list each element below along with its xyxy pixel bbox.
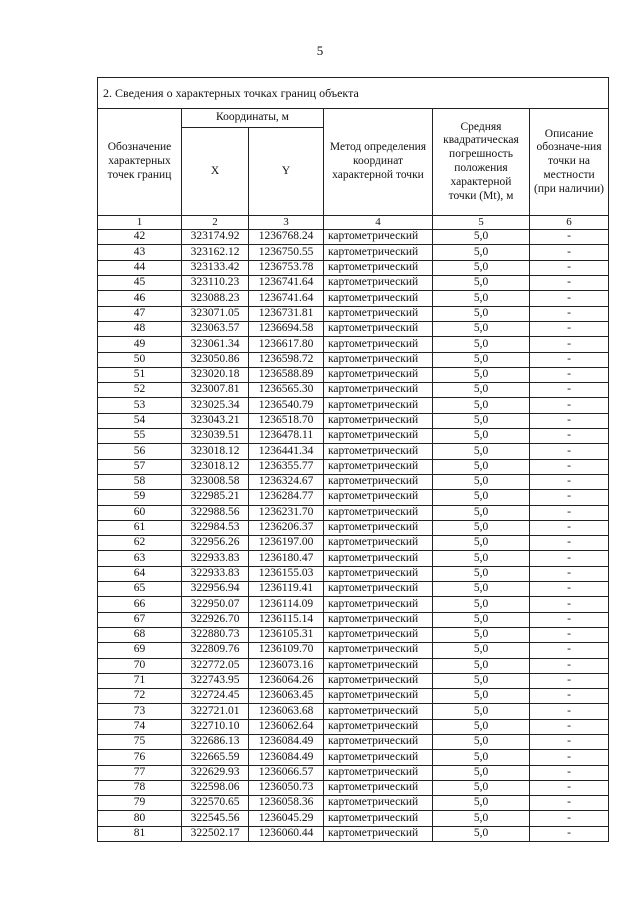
x-coordinate-cell: 322956.26 — [182, 536, 249, 551]
x-coordinate-cell: 322956.94 — [182, 582, 249, 597]
method-cell: картометрический — [324, 612, 433, 627]
point-number-cell: 62 — [98, 536, 182, 551]
error-cell: 5,0 — [433, 582, 530, 597]
point-number-cell: 58 — [98, 474, 182, 489]
description-cell: - — [530, 459, 609, 474]
y-coordinate-cell: 1236119.41 — [249, 582, 324, 597]
point-number-cell: 68 — [98, 627, 182, 642]
point-number-cell: 45 — [98, 276, 182, 291]
method-cell: картометрический — [324, 796, 433, 811]
y-coordinate-cell: 1236084.49 — [249, 750, 324, 765]
method-cell: картометрический — [324, 597, 433, 612]
table-row — [98, 780, 609, 795]
description-cell: - — [530, 352, 609, 367]
column-number: 2 — [182, 216, 249, 230]
table-row — [98, 704, 609, 719]
error-cell: 5,0 — [433, 367, 530, 382]
error-cell: 5,0 — [433, 826, 530, 841]
table-row — [98, 520, 609, 535]
error-cell: 5,0 — [433, 719, 530, 734]
error-cell: 5,0 — [433, 566, 530, 581]
y-coordinate-cell: 1236063.68 — [249, 704, 324, 719]
description-cell: - — [530, 230, 609, 245]
error-cell: 5,0 — [433, 627, 530, 642]
table-row — [98, 459, 609, 474]
y-coordinate-cell: 1236066.57 — [249, 765, 324, 780]
x-coordinate-cell: 322598.06 — [182, 780, 249, 795]
table-row — [98, 306, 609, 321]
method-cell: картометрический — [324, 276, 433, 291]
y-coordinate-cell: 1236064.26 — [249, 673, 324, 688]
method-cell: картометрический — [324, 780, 433, 795]
x-coordinate-cell: 322724.45 — [182, 689, 249, 704]
table-row — [98, 260, 609, 275]
point-number-cell: 70 — [98, 658, 182, 673]
point-number-cell: 75 — [98, 734, 182, 749]
header-error: Средняя квадратическая погрешность положения характерной точки (Mt), м — [433, 109, 530, 216]
table-row — [98, 367, 609, 382]
y-coordinate-cell: 1236206.37 — [249, 520, 324, 535]
x-coordinate-cell: 322665.59 — [182, 750, 249, 765]
description-cell: - — [530, 734, 609, 749]
point-number-cell: 65 — [98, 582, 182, 597]
point-number-cell: 79 — [98, 796, 182, 811]
method-cell: картометрический — [324, 245, 433, 260]
description-cell: - — [530, 490, 609, 505]
method-cell: картометрический — [324, 413, 433, 428]
method-cell: картометрический — [324, 627, 433, 642]
error-cell: 5,0 — [433, 536, 530, 551]
point-number-cell: 43 — [98, 245, 182, 260]
point-number-cell: 46 — [98, 291, 182, 306]
point-number-cell: 71 — [98, 673, 182, 688]
error-cell: 5,0 — [433, 597, 530, 612]
description-cell: - — [530, 474, 609, 489]
table-row — [98, 291, 609, 306]
x-coordinate-cell: 322721.01 — [182, 704, 249, 719]
y-coordinate-cell: 1236731.81 — [249, 306, 324, 321]
section-title: 2. Сведения о характерных точках границ объекта — [98, 78, 609, 109]
description-cell: - — [530, 260, 609, 275]
y-coordinate-cell: 1236058.36 — [249, 796, 324, 811]
boundary-points-table — [97, 77, 609, 842]
method-cell: картометрический — [324, 230, 433, 245]
method-cell: картометрический — [324, 367, 433, 382]
column-number-row — [98, 216, 609, 230]
point-number-cell: 78 — [98, 780, 182, 795]
table-row — [98, 429, 609, 444]
point-number-cell: 56 — [98, 444, 182, 459]
x-coordinate-cell: 322743.95 — [182, 673, 249, 688]
error-cell: 5,0 — [433, 398, 530, 413]
error-cell: 5,0 — [433, 750, 530, 765]
method-cell: картометрический — [324, 826, 433, 841]
table-row — [98, 413, 609, 428]
x-coordinate-cell: 323018.12 — [182, 444, 249, 459]
table-row — [98, 597, 609, 612]
x-coordinate-cell: 322880.73 — [182, 627, 249, 642]
header-description: Описание обозначе-ния точки на местности (при наличии) — [530, 109, 609, 216]
table-row — [98, 734, 609, 749]
method-cell: картометрический — [324, 459, 433, 474]
error-cell: 5,0 — [433, 780, 530, 795]
table-row — [98, 673, 609, 688]
description-cell: - — [530, 321, 609, 336]
point-number-cell: 77 — [98, 765, 182, 780]
error-cell: 5,0 — [433, 337, 530, 352]
description-cell: - — [530, 551, 609, 566]
error-cell: 5,0 — [433, 245, 530, 260]
description-cell: - — [530, 306, 609, 321]
table-row — [98, 750, 609, 765]
method-cell: картометрический — [324, 444, 433, 459]
point-number-cell: 60 — [98, 505, 182, 520]
description-cell: - — [530, 291, 609, 306]
y-coordinate-cell: 1236540.79 — [249, 398, 324, 413]
method-cell: картометрический — [324, 765, 433, 780]
point-number-cell: 80 — [98, 811, 182, 826]
description-cell: - — [530, 245, 609, 260]
table-row — [98, 811, 609, 826]
point-number-cell: 81 — [98, 826, 182, 841]
y-coordinate-cell: 1236063.45 — [249, 689, 324, 704]
table-row — [98, 627, 609, 642]
description-cell: - — [530, 520, 609, 535]
method-cell: картометрический — [324, 352, 433, 367]
x-coordinate-cell: 322950.07 — [182, 597, 249, 612]
method-cell: картометрический — [324, 398, 433, 413]
method-cell: картометрический — [324, 429, 433, 444]
y-coordinate-cell: 1236565.30 — [249, 383, 324, 398]
point-number-cell: 64 — [98, 566, 182, 581]
description-cell: - — [530, 505, 609, 520]
error-cell: 5,0 — [433, 352, 530, 367]
y-coordinate-cell: 1236231.70 — [249, 505, 324, 520]
error-cell: 5,0 — [433, 612, 530, 627]
description-cell: - — [530, 689, 609, 704]
x-coordinate-cell: 323063.57 — [182, 321, 249, 336]
error-cell: 5,0 — [433, 811, 530, 826]
point-number-cell: 57 — [98, 459, 182, 474]
x-coordinate-cell: 323025.34 — [182, 398, 249, 413]
method-cell: картометрический — [324, 566, 433, 581]
y-coordinate-cell: 1236073.16 — [249, 658, 324, 673]
point-number-cell: 67 — [98, 612, 182, 627]
method-cell: картометрический — [324, 306, 433, 321]
error-cell: 5,0 — [433, 765, 530, 780]
error-cell: 5,0 — [433, 291, 530, 306]
table-row — [98, 765, 609, 780]
table-row — [98, 582, 609, 597]
y-coordinate-cell: 1236750.55 — [249, 245, 324, 260]
x-coordinate-cell: 322570.65 — [182, 796, 249, 811]
table-row — [98, 383, 609, 398]
error-cell: 5,0 — [433, 658, 530, 673]
y-coordinate-cell: 1236180.47 — [249, 551, 324, 566]
error-cell: 5,0 — [433, 383, 530, 398]
error-cell: 5,0 — [433, 673, 530, 688]
y-coordinate-cell: 1236084.49 — [249, 734, 324, 749]
y-coordinate-cell: 1236060.44 — [249, 826, 324, 841]
point-number-cell: 52 — [98, 383, 182, 398]
method-cell: картометрический — [324, 750, 433, 765]
method-cell: картометрический — [324, 291, 433, 306]
x-coordinate-cell: 323050.86 — [182, 352, 249, 367]
x-coordinate-cell: 322710.10 — [182, 719, 249, 734]
table-row — [98, 551, 609, 566]
x-coordinate-cell: 322988.56 — [182, 505, 249, 520]
y-coordinate-cell: 1236045.29 — [249, 811, 324, 826]
method-cell: картометрический — [324, 520, 433, 535]
table-row — [98, 658, 609, 673]
table-row — [98, 566, 609, 581]
y-coordinate-cell: 1236062.64 — [249, 719, 324, 734]
x-coordinate-cell: 322984.53 — [182, 520, 249, 535]
method-cell: картометрический — [324, 719, 433, 734]
y-coordinate-cell: 1236284.77 — [249, 490, 324, 505]
method-cell: картометрический — [324, 490, 433, 505]
point-number-cell: 53 — [98, 398, 182, 413]
y-coordinate-cell: 1236518.70 — [249, 413, 324, 428]
y-coordinate-cell: 1236155.03 — [249, 566, 324, 581]
table-row — [98, 612, 609, 627]
method-cell: картометрический — [324, 734, 433, 749]
error-cell: 5,0 — [433, 276, 530, 291]
x-coordinate-cell: 322772.05 — [182, 658, 249, 673]
y-coordinate-cell: 1236741.64 — [249, 291, 324, 306]
table-row — [98, 505, 609, 520]
description-cell: - — [530, 780, 609, 795]
point-number-cell: 59 — [98, 490, 182, 505]
method-cell: картометрический — [324, 689, 433, 704]
error-cell: 5,0 — [433, 704, 530, 719]
x-coordinate-cell: 323162.12 — [182, 245, 249, 260]
error-cell: 5,0 — [433, 505, 530, 520]
description-cell: - — [530, 719, 609, 734]
table-row — [98, 352, 609, 367]
table-row — [98, 444, 609, 459]
x-coordinate-cell: 323008.58 — [182, 474, 249, 489]
x-coordinate-cell: 323007.81 — [182, 383, 249, 398]
description-cell: - — [530, 582, 609, 597]
error-cell: 5,0 — [433, 260, 530, 275]
point-number-cell: 66 — [98, 597, 182, 612]
description-cell: - — [530, 796, 609, 811]
method-cell: картометрический — [324, 551, 433, 566]
y-coordinate-cell: 1236109.70 — [249, 643, 324, 658]
error-cell: 5,0 — [433, 459, 530, 474]
description-cell: - — [530, 612, 609, 627]
column-number: 6 — [530, 216, 609, 230]
y-coordinate-cell: 1236355.77 — [249, 459, 324, 474]
method-cell: картометрический — [324, 643, 433, 658]
x-coordinate-cell: 323088.23 — [182, 291, 249, 306]
point-number-cell: 72 — [98, 689, 182, 704]
x-coordinate-cell: 323174.92 — [182, 230, 249, 245]
description-cell: - — [530, 398, 609, 413]
table-row — [98, 490, 609, 505]
header-x: X — [182, 128, 249, 216]
column-number: 5 — [433, 216, 530, 230]
header-point-designation: Обозначение характерных точек границ — [98, 109, 182, 216]
point-number-cell: 61 — [98, 520, 182, 535]
x-coordinate-cell: 322502.17 — [182, 826, 249, 841]
point-number-cell: 48 — [98, 321, 182, 336]
point-number-cell: 76 — [98, 750, 182, 765]
error-cell: 5,0 — [433, 321, 530, 336]
x-coordinate-cell: 322629.93 — [182, 765, 249, 780]
header-method: Метод определения координат характерной точки — [324, 109, 433, 216]
header-y: Y — [249, 128, 324, 216]
description-cell: - — [530, 413, 609, 428]
point-number-cell: 44 — [98, 260, 182, 275]
method-cell: картометрический — [324, 337, 433, 352]
description-cell: - — [530, 367, 609, 382]
description-cell: - — [530, 383, 609, 398]
column-number: 1 — [98, 216, 182, 230]
y-coordinate-cell: 1236115.14 — [249, 612, 324, 627]
x-coordinate-cell: 323110.23 — [182, 276, 249, 291]
description-cell: - — [530, 429, 609, 444]
y-coordinate-cell: 1236114.09 — [249, 597, 324, 612]
description-cell: - — [530, 765, 609, 780]
table-row — [98, 689, 609, 704]
y-coordinate-cell: 1236478.11 — [249, 429, 324, 444]
y-coordinate-cell: 1236197.00 — [249, 536, 324, 551]
point-number-cell: 54 — [98, 413, 182, 428]
table-row — [98, 796, 609, 811]
method-cell: картометрический — [324, 260, 433, 275]
description-cell: - — [530, 444, 609, 459]
x-coordinate-cell: 322686.13 — [182, 734, 249, 749]
x-coordinate-cell: 322933.83 — [182, 566, 249, 581]
method-cell: картометрический — [324, 474, 433, 489]
y-coordinate-cell: 1236753.78 — [249, 260, 324, 275]
error-cell: 5,0 — [433, 689, 530, 704]
point-number-cell: 74 — [98, 719, 182, 734]
y-coordinate-cell: 1236617.80 — [249, 337, 324, 352]
description-cell: - — [530, 658, 609, 673]
method-cell: картометрический — [324, 383, 433, 398]
description-cell: - — [530, 704, 609, 719]
description-cell: - — [530, 643, 609, 658]
description-cell: - — [530, 566, 609, 581]
point-number-cell: 49 — [98, 337, 182, 352]
method-cell: картометрический — [324, 582, 433, 597]
table-row — [98, 398, 609, 413]
point-number-cell: 73 — [98, 704, 182, 719]
point-number-cell: 69 — [98, 643, 182, 658]
method-cell: картометрический — [324, 673, 433, 688]
error-cell: 5,0 — [433, 429, 530, 444]
y-coordinate-cell: 1236694.58 — [249, 321, 324, 336]
header-coordinates: Координаты, м — [182, 109, 324, 128]
description-cell: - — [530, 826, 609, 841]
point-number-cell: 63 — [98, 551, 182, 566]
method-cell: картометрический — [324, 704, 433, 719]
x-coordinate-cell: 323043.21 — [182, 413, 249, 428]
description-cell: - — [530, 597, 609, 612]
column-number: 4 — [324, 216, 433, 230]
error-cell: 5,0 — [433, 306, 530, 321]
column-number: 3 — [249, 216, 324, 230]
error-cell: 5,0 — [433, 643, 530, 658]
error-cell: 5,0 — [433, 444, 530, 459]
y-coordinate-cell: 1236741.64 — [249, 276, 324, 291]
table-row — [98, 719, 609, 734]
table-row — [98, 337, 609, 352]
x-coordinate-cell: 322933.83 — [182, 551, 249, 566]
method-cell: картометрический — [324, 811, 433, 826]
page-number: 5 — [316, 43, 324, 58]
method-cell: картометрический — [324, 536, 433, 551]
table-row — [98, 474, 609, 489]
table-row — [98, 321, 609, 336]
error-cell: 5,0 — [433, 796, 530, 811]
description-cell: - — [530, 337, 609, 352]
point-number-cell: 47 — [98, 306, 182, 321]
x-coordinate-cell: 323133.42 — [182, 260, 249, 275]
description-cell: - — [530, 276, 609, 291]
table-row — [98, 245, 609, 260]
y-coordinate-cell: 1236598.72 — [249, 352, 324, 367]
y-coordinate-cell: 1236050.73 — [249, 780, 324, 795]
x-coordinate-cell: 322985.21 — [182, 490, 249, 505]
y-coordinate-cell: 1236588.89 — [249, 367, 324, 382]
description-cell: - — [530, 673, 609, 688]
point-number-cell: 55 — [98, 429, 182, 444]
point-number-cell: 42 — [98, 230, 182, 245]
table-row — [98, 230, 609, 245]
x-coordinate-cell: 323039.51 — [182, 429, 249, 444]
x-coordinate-cell: 323061.34 — [182, 337, 249, 352]
description-cell: - — [530, 750, 609, 765]
y-coordinate-cell: 1236441.34 — [249, 444, 324, 459]
y-coordinate-cell: 1236105.31 — [249, 627, 324, 642]
error-cell: 5,0 — [433, 490, 530, 505]
x-coordinate-cell: 322809.76 — [182, 643, 249, 658]
description-cell: - — [530, 627, 609, 642]
x-coordinate-cell: 322926.70 — [182, 612, 249, 627]
x-coordinate-cell: 323071.05 — [182, 306, 249, 321]
table-row — [98, 536, 609, 551]
error-cell: 5,0 — [433, 551, 530, 566]
table-row — [98, 276, 609, 291]
point-number-cell: 51 — [98, 367, 182, 382]
description-cell: - — [530, 536, 609, 551]
error-cell: 5,0 — [433, 230, 530, 245]
table-row — [98, 826, 609, 841]
y-coordinate-cell: 1236324.67 — [249, 474, 324, 489]
x-coordinate-cell: 323018.12 — [182, 459, 249, 474]
x-coordinate-cell: 322545.56 — [182, 811, 249, 826]
error-cell: 5,0 — [433, 413, 530, 428]
y-coordinate-cell: 1236768.24 — [249, 230, 324, 245]
table-row — [98, 643, 609, 658]
description-cell: - — [530, 811, 609, 826]
method-cell: картометрический — [324, 658, 433, 673]
error-cell: 5,0 — [433, 734, 530, 749]
method-cell: картометрический — [324, 321, 433, 336]
point-number-cell: 50 — [98, 352, 182, 367]
error-cell: 5,0 — [433, 474, 530, 489]
error-cell: 5,0 — [433, 520, 530, 535]
method-cell: картометрический — [324, 505, 433, 520]
x-coordinate-cell: 323020.18 — [182, 367, 249, 382]
